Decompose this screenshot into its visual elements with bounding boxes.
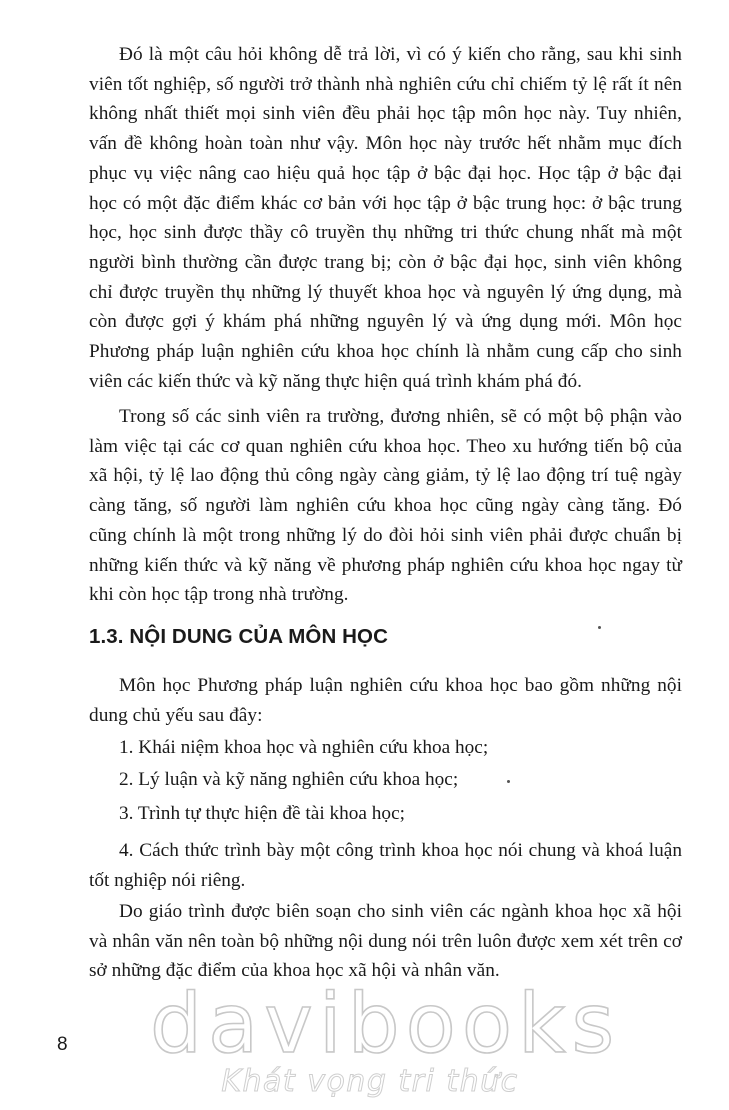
list-item-2: 2. Lý luận và kỹ năng nghiên cứu khoa học;: [119, 769, 459, 790]
paragraph-graduates: Trong số các sinh viên ra trường, đương nhiên, sẽ có một bộ phận vào làm việc tại các cơ quan nghiên cứu khoa học. Theo xu hướng tiến bộ của xã hội, tỷ lệ lao động thủ công ngày càng giảm, tỷ lệ lao động trí tuệ ngày càng tăng, số người làm nghiên cứu khoa học cũng ngày càng tăng. Đó cũng chính là một trong những lý do đòi hỏi sinh viên phải được chuẩn bị những kiến thức và kỹ năng về phương pháp nghiên cứu khoa học ngay từ khi còn học tập trong nhà trường.: [89, 406, 682, 606]
list-item-4: 4. Cách thức trình bày một công trình khoa học nói chung và khoá luận tốt nghiệp nói riêng.: [89, 840, 682, 891]
section-heading: 1.3. NỘI DUNG CỦA MÔN HỌC: [89, 625, 389, 648]
scan-speck: [598, 626, 601, 629]
paragraph-contents-intro: Môn học Phương pháp luận nghiên cứu khoa học bao gồm những nội dung chủ yếu sau đây:: [89, 675, 682, 726]
paragraph-purpose: Đó là một câu hỏi không dễ trả lời, vì có ý kiến cho rằng, sau khi sinh viên tốt nghiệp, số người trở thành nhà nghiên cứu chỉ chiếm tỷ lệ rất ít nên không nhất thiết mọi sinh viên đều phải học tập môn học này. Tuy nhiên, vấn đề không hoàn toàn như vậy. Môn học này trước hết nhằm mục đích phục vụ việc nâng cao hiệu quả học tập ở bậc đại học. Học tập ở bậc đại học có một đặc điểm khác cơ bản với học tập ở bậc trung học: ở bậc trung học, học sinh được thầy cô truyền thụ những tri thức chung nhất mà một người bình thường cần được trang bị; còn ở bậc đại học, sinh viên không chỉ được truyền thụ những lý thuyết khoa học và nguyên lý ứng dụng, mà còn được gợi ý khám phá những nguyên lý và ứng dụng mới. Môn học Phương pháp luận nghiên cứu khoa học chính là nhằm cung cấp cho sinh viên các kiến thức và kỹ năng thực hiện quá trình khám phá đó.: [89, 44, 682, 392]
scan-speck: [507, 780, 510, 783]
watermark-logo: davibooks: [150, 977, 621, 1072]
paragraph-scope: Do giáo trình được biên soạn cho sinh viên các ngành khoa học xã hội và nhân văn nên toàn bộ những nội dung nói trên luôn được xem xét trên cơ sở những đặc điểm của khoa học xã hội và nhân văn.: [89, 901, 682, 982]
list-item-1: 1. Khái niệm khoa học và nghiên cứu khoa học;: [119, 737, 489, 758]
watermark-tagline: Khát vọng tri thức: [221, 1064, 519, 1099]
list-item-3: 3. Trình tự thực hiện đề tài khoa học;: [119, 803, 405, 824]
page-number: 8: [57, 1034, 68, 1055]
watermark: [150, 977, 621, 1100]
